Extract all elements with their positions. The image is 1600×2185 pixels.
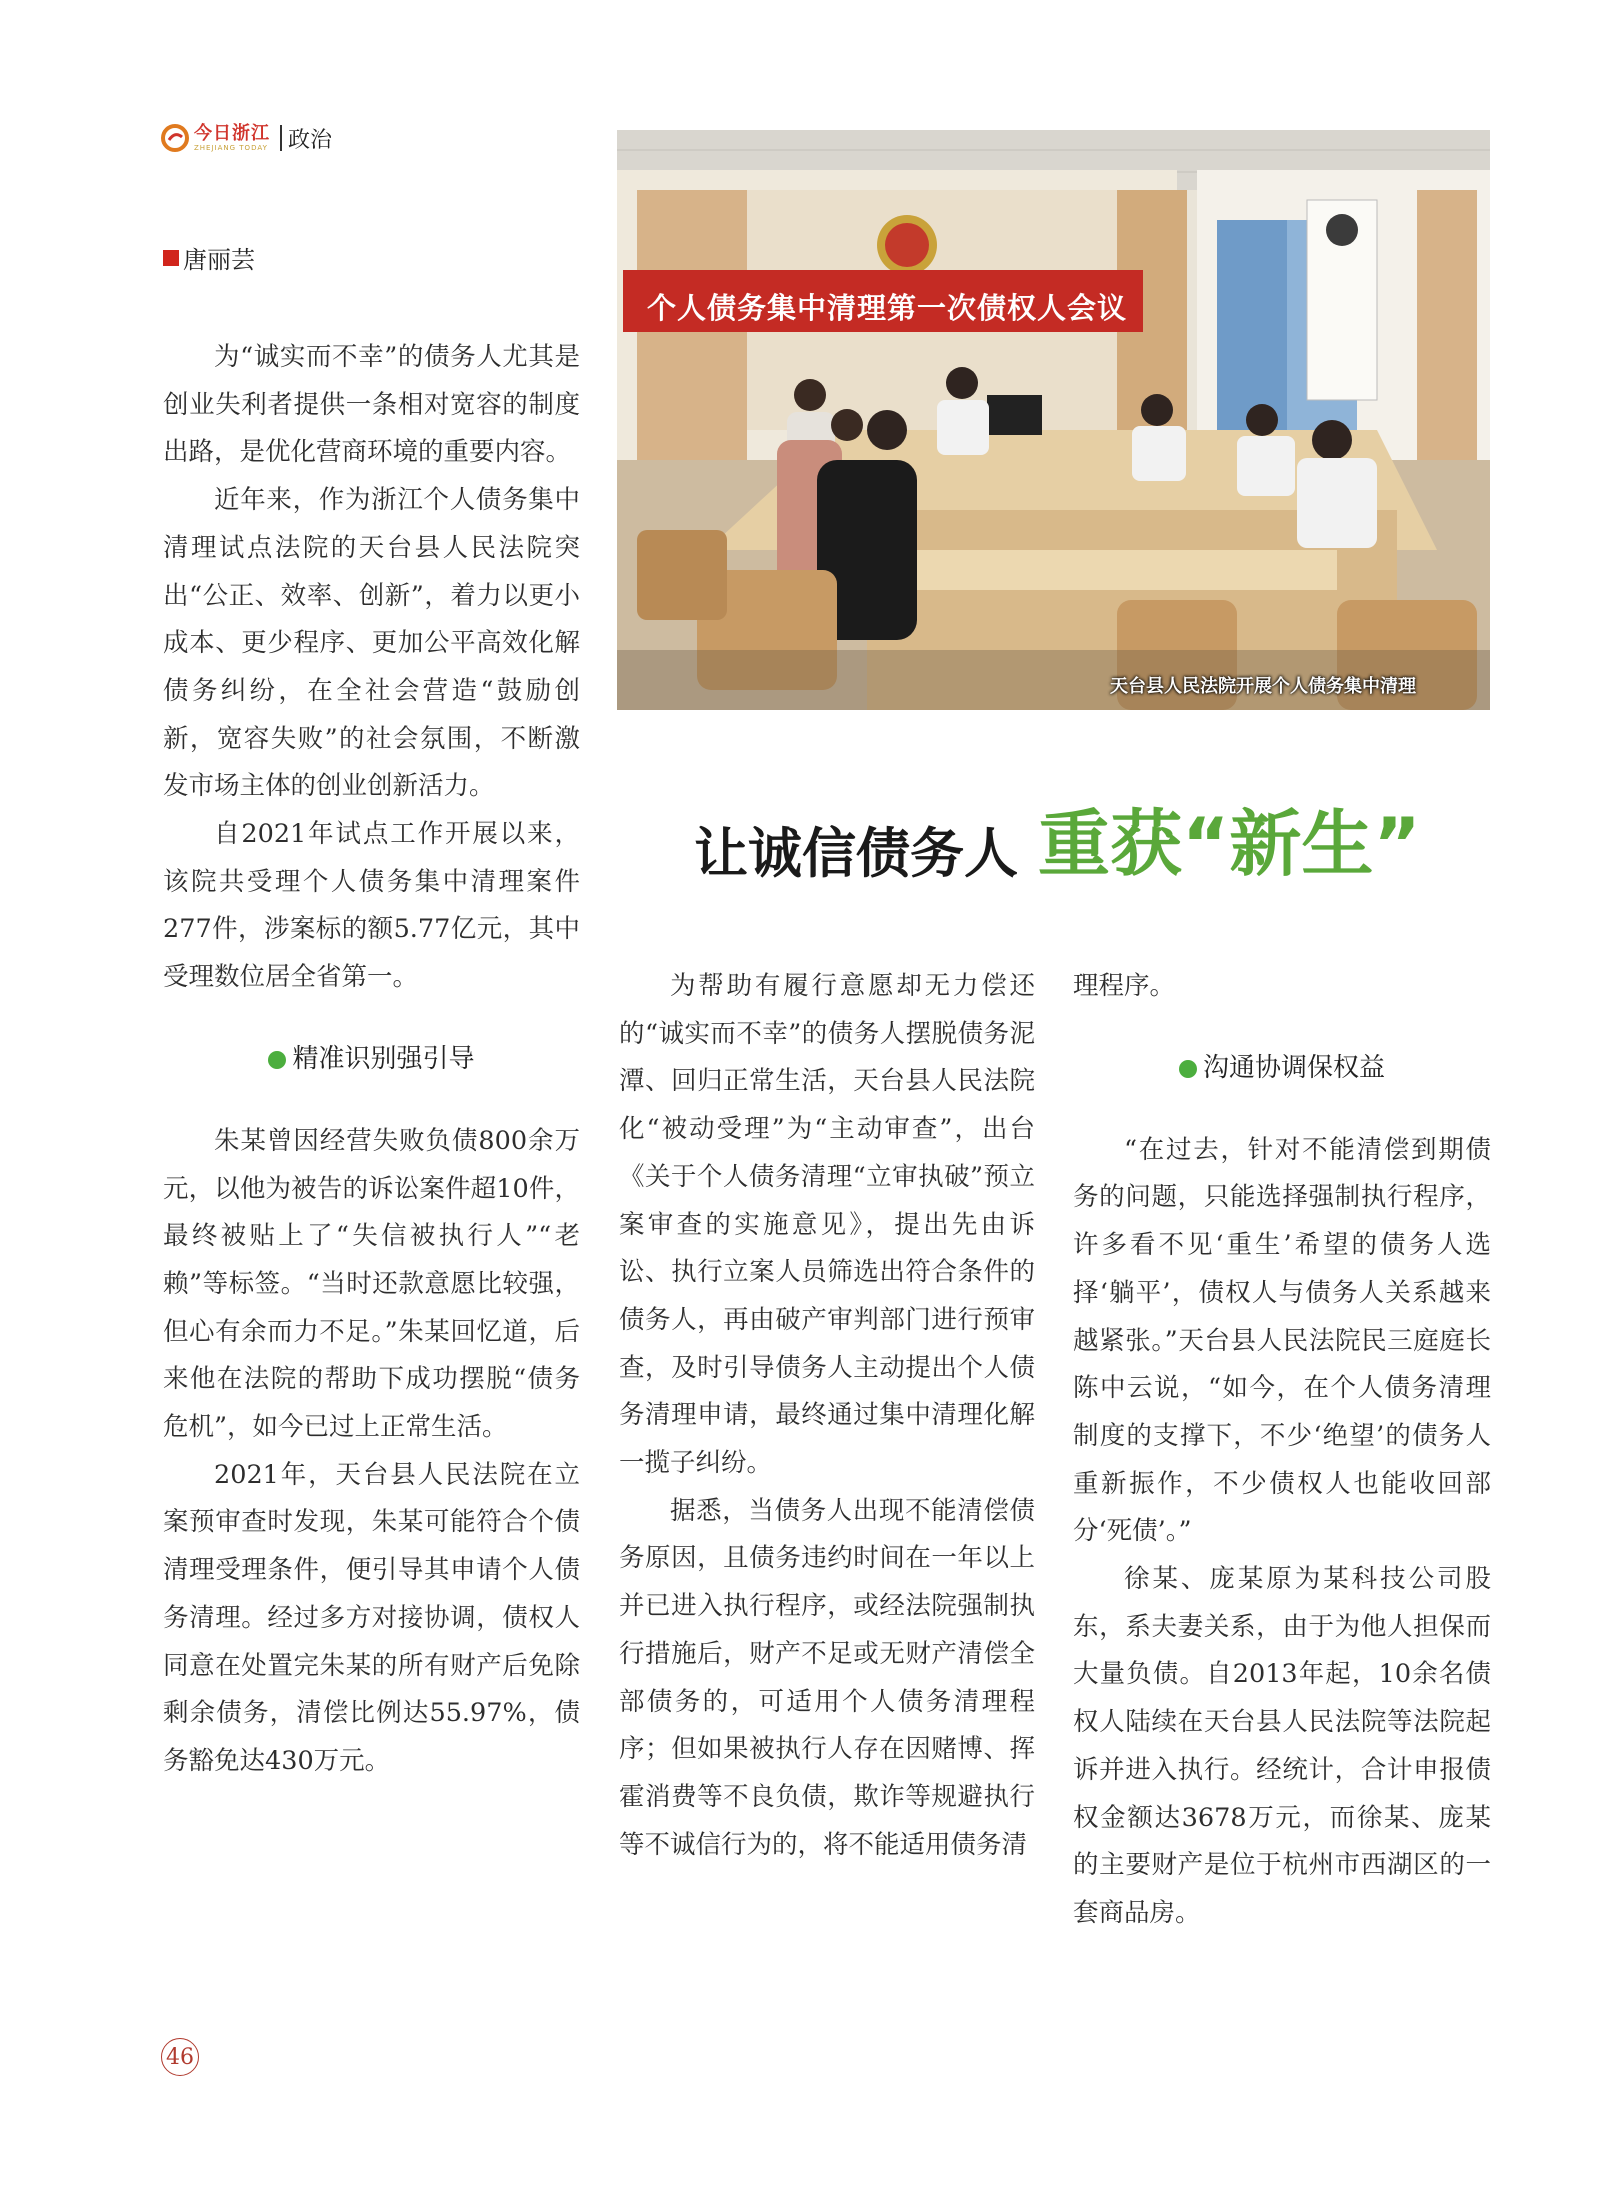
paragraph: “在过去，针对不能清偿到期债务的问题，只能选择强制执行程序，许多看不见‘重生’希望的债务人选择‘躺平’，债权人与债务人关系越来越紧张。”天台县人民法院民三庭庭长陈中云说，“如今，在个人债务清理制度的支撑下，不少‘绝望’的债务人重新振作，不少债权人也能收回部分‘死债’。” <box>1073 1134 1491 1547</box>
subheading <box>163 1036 580 1084</box>
author-byline <box>163 240 255 275</box>
paragraph: 据悉，当债务人出现不能清偿债务原因，且债务违约时间在一年以上并已进入执行程序，或经法院强制执行措施后，财产不足或无财产清偿全部债务的，可适用个人债务清理程序；但如果被执行人存在因赌博、挥霍消费等不良负债，欺诈等规避执行等不诚信行为的，将不能适用债务清 <box>619 1495 1035 1860</box>
subheading-text: 精准识别强引导 <box>292 1043 475 1074</box>
paragraph: 为“诚实而不幸”的债务人尤其是创业失利者提供一条相对宽容的制度出路，是优化营商环境的重要内容。 <box>163 342 580 468</box>
green-bullet-icon <box>268 1051 286 1069</box>
article-headline <box>694 802 1421 886</box>
masthead-divider <box>280 125 282 151</box>
subheading-text: 沟通协调保权益 <box>1202 1052 1385 1083</box>
paragraph: 朱某曾因经营失败负债800余万元，以他为被告的诉讼案件超10件，最终被贴上了“失信被执行人”“老赖”等标签。“当时还款意愿比较强，但心有余而力不足。”朱某回忆道，后来他在法院的帮助下成功摆脱“债务危机”，如今已过上正常生活。 <box>163 1125 580 1443</box>
red-square-icon <box>163 250 179 266</box>
paragraph: 徐某、庞某原为某科技公司股东，系夫妻关系，由于为他人担保而大量负债。自2013年起，10余名债权人陆续在天台县人民法院等法院起诉并进入执行。经统计，合计申报债权金额达3678万元，而徐某、庞某的主要财产是位于杭州市西湖区的一套商品房。 <box>1073 1564 1491 1928</box>
paragraph: 2021年，天台县人民法院在立案预审查时发现，朱某可能符合个债清理受理条件，便引导其申请个人债务清理。经过多方对接协调，债权人同意在处置完朱某的所有财产后免除剩余债务，清偿比例达55.97%，债务豁免达430万元。 <box>163 1459 580 1776</box>
paragraph: 自2021年试点工作开展以来，该院共受理个人债务集中清理案件277件，涉案标的额5.77亿元，其中受理数位居全省第一。 <box>163 819 580 993</box>
headline-part-1: 让诚信债务人 <box>694 821 1018 885</box>
paragraph: 为帮助有履行意愿却无力偿还的“诚实而不幸”的债务人摆脱债务泥潭、回归正常生活，天台县人民法院化“被动受理”为“主动审查”，出台《关于个人债务清理“立审执破”预立案审查的实施意见》，提出先由诉讼、执行立案人员筛选出符合条件的债务人，再由破产审判部门进行预审查，及时引导债务人主动提出个人债务清理申请，最终通过集中清理化解一揽子纠纷。 <box>619 971 1035 1479</box>
subheading <box>1073 1045 1491 1093</box>
author-name: 唐丽芸 <box>183 246 255 274</box>
logo-chinese-text: 今日浙江 <box>194 122 270 144</box>
masthead <box>160 118 332 158</box>
headline-part-2: 重获“新生” <box>1038 802 1421 886</box>
paragraph: 近年来，作为浙江个人债务集中清理试点法院的天台县人民法院突出“公正、效率、创新”，着力以更小成本、更少程序、更加公平高效化解债务纠纷，在全社会营造“鼓励创新，宽容失败”的社会氛围，不断激发市场主体的创业创新活力。 <box>163 485 580 802</box>
magazine-logo <box>160 123 270 153</box>
green-bullet-icon <box>1179 1060 1197 1078</box>
body-column-3 <box>1073 963 1491 1938</box>
photo-banner-text: 个人债务集中清理第一次债权人会议 <box>646 291 1127 325</box>
logo-english-text: ZHEJIANG TODAY <box>194 143 268 152</box>
meeting-room-illustration <box>617 130 1490 710</box>
paragraph-continuation: 理程序。 <box>1073 971 1176 1001</box>
article-photo <box>617 130 1490 710</box>
body-column-2 <box>619 963 1035 1869</box>
body-column-1 <box>163 334 580 1786</box>
photo-caption: 天台县人民法院开展个人债务集中清理 <box>1110 676 1416 697</box>
logo-swirl-icon <box>160 123 190 153</box>
page-number: 46 <box>161 2038 199 2076</box>
section-label: 政治 <box>288 127 333 153</box>
